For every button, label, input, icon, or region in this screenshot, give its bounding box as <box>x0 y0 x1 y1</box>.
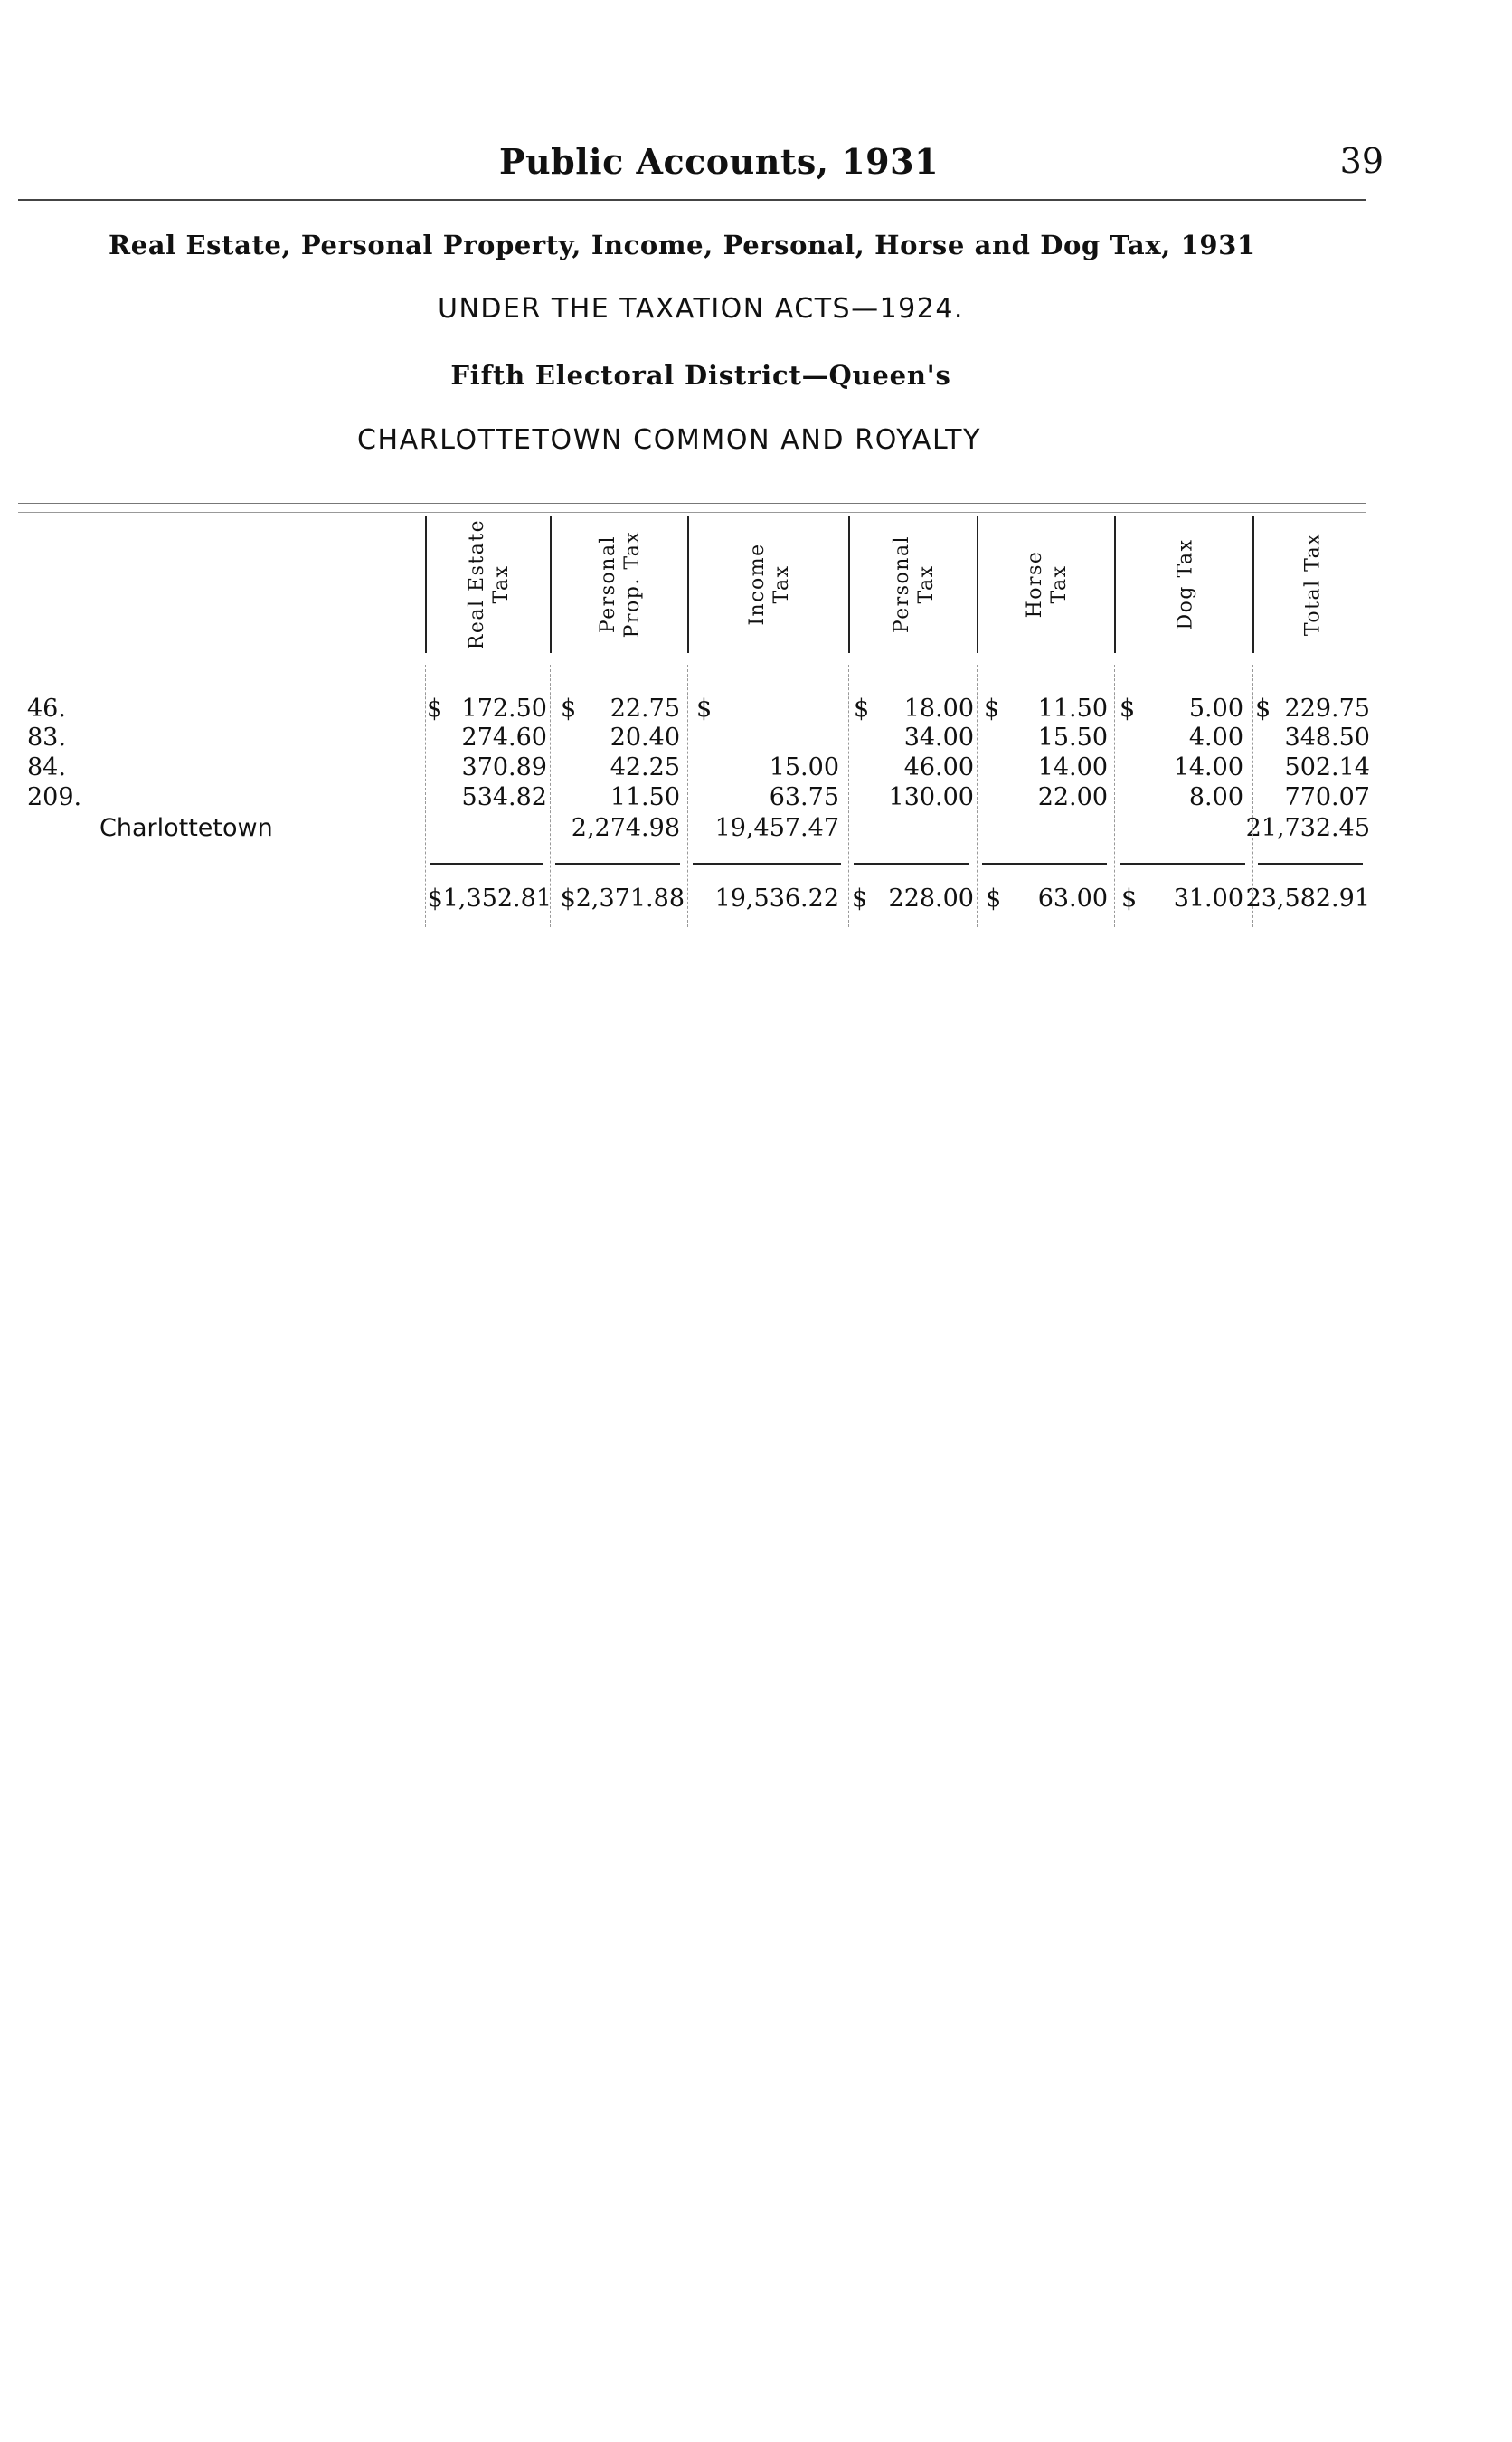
total-cell: $1,352.81 <box>427 885 552 913</box>
column-header-3 <box>687 516 850 653</box>
page-number: 39 <box>1339 141 1384 181</box>
sum-rule <box>1258 863 1363 865</box>
row-name: Charlottetown <box>99 814 273 842</box>
table-cell: 20.40 <box>610 724 680 752</box>
column-separator <box>1252 665 1253 927</box>
heading-tax-types: Real Estate, Personal Property, Income, Personal, Horse and Dog Tax, 1931 <box>109 230 1256 260</box>
table-cell: 21,732.45 <box>1245 814 1370 842</box>
currency-symbol: $ <box>427 695 443 723</box>
table-row <box>0 783 1512 814</box>
column-header-label: Income Tax <box>746 543 793 626</box>
table-cell: 14.00 <box>1037 753 1108 781</box>
column-header-label: Dog Tax <box>1174 538 1196 630</box>
column-header-1 <box>425 516 552 653</box>
table-cell: 15.50 <box>1037 724 1108 752</box>
table-cell: 370.89 <box>461 753 547 781</box>
table-cell: 42.25 <box>610 753 680 781</box>
table-cell: 502.14 <box>1284 753 1370 781</box>
table-cell: 22.00 <box>1037 783 1108 811</box>
currency-symbol: $ <box>696 695 713 723</box>
table-cell: 172.50 <box>461 695 547 723</box>
sum-rule <box>1120 863 1245 865</box>
currency-symbol: $ <box>1255 695 1271 723</box>
currency-symbol: $ <box>852 885 868 913</box>
totals-row <box>0 885 1512 915</box>
total-cell: 63.00 <box>1037 885 1108 913</box>
table-cell: 229.75 <box>1284 695 1370 723</box>
column-header-label: Personal Tax <box>891 535 938 634</box>
total-cell: 23,582.91 <box>1245 885 1370 913</box>
table-cell: 2,274.98 <box>571 814 680 842</box>
table-cell: 46.00 <box>903 753 974 781</box>
sum-rule <box>555 863 680 865</box>
currency-symbol: $ <box>1120 695 1136 723</box>
column-header-7 <box>1252 516 1372 653</box>
table-cell: 11.50 <box>610 783 680 811</box>
currency-symbol: $ <box>854 695 870 723</box>
table-cell: 8.00 <box>1188 783 1243 811</box>
column-header-4 <box>848 516 978 653</box>
table-cell: 770.07 <box>1284 783 1370 811</box>
currency-symbol: $ <box>984 695 1000 723</box>
table-cell: 274.60 <box>461 724 547 752</box>
column-separator <box>425 665 426 927</box>
total-cell: 228.00 <box>888 885 974 913</box>
currency-symbol: $ <box>986 885 1002 913</box>
column-separator <box>687 665 688 927</box>
currency-symbol: $ <box>1121 885 1138 913</box>
table-row <box>0 814 1512 845</box>
column-separator <box>1114 665 1115 927</box>
column-header-label: Total Tax <box>1301 532 1325 637</box>
sum-rule <box>430 863 543 865</box>
table-cell: 130.00 <box>888 783 974 811</box>
heading-taxation-acts: UNDER THE TAXATION ACTS—1924. <box>438 293 964 325</box>
heading-locality: CHARLOTTETOWN COMMON AND ROYALTY <box>356 424 982 456</box>
column-header-label: Real Estate Tax <box>466 518 513 650</box>
table-cell: 534.82 <box>461 783 547 811</box>
row-number: 83. <box>27 724 66 752</box>
table-top-rule-2 <box>18 512 1366 513</box>
table-row <box>0 695 1512 725</box>
total-cell: 19,536.22 <box>714 885 839 913</box>
table-cell: 11.50 <box>1037 695 1108 723</box>
column-header-label: Personal Prop. Tax <box>597 530 644 639</box>
sum-rule <box>693 863 841 865</box>
table-cell: 63.75 <box>769 783 839 811</box>
table-cell: 348.50 <box>1284 724 1370 752</box>
row-number: 46. <box>27 695 66 723</box>
column-separator <box>550 665 551 927</box>
table-cell: 34.00 <box>903 724 974 752</box>
table-row <box>0 724 1512 754</box>
table-row <box>0 753 1512 784</box>
currency-symbol: $ <box>561 695 577 723</box>
column-header-2 <box>550 516 689 653</box>
row-number: 209. <box>27 783 82 811</box>
table-cell: 4.00 <box>1188 724 1243 752</box>
column-header-label: Horse Tax <box>1024 550 1071 619</box>
table-cell: 14.00 <box>1173 753 1243 781</box>
table-cell: 18.00 <box>903 695 974 723</box>
table-cell: 5.00 <box>1188 695 1243 723</box>
column-header-5 <box>977 516 1116 653</box>
running-head <box>18 136 1384 201</box>
sum-rule <box>982 863 1107 865</box>
row-number: 84. <box>27 753 66 781</box>
column-separator <box>848 665 849 927</box>
sum-rule <box>854 863 969 865</box>
table-top-rule <box>18 503 1366 504</box>
total-cell: $2,371.88 <box>560 885 685 913</box>
page-title: Public Accounts, 1931 <box>498 141 940 182</box>
heading-district: Fifth Electoral District—Queen's <box>450 360 951 391</box>
column-separator <box>977 665 978 927</box>
table-cell: 22.75 <box>610 695 680 723</box>
total-cell: 31.00 <box>1173 885 1243 913</box>
table-cell: 19,457.47 <box>714 814 839 842</box>
column-header-6 <box>1114 516 1254 653</box>
table-cell: 15.00 <box>769 753 839 781</box>
